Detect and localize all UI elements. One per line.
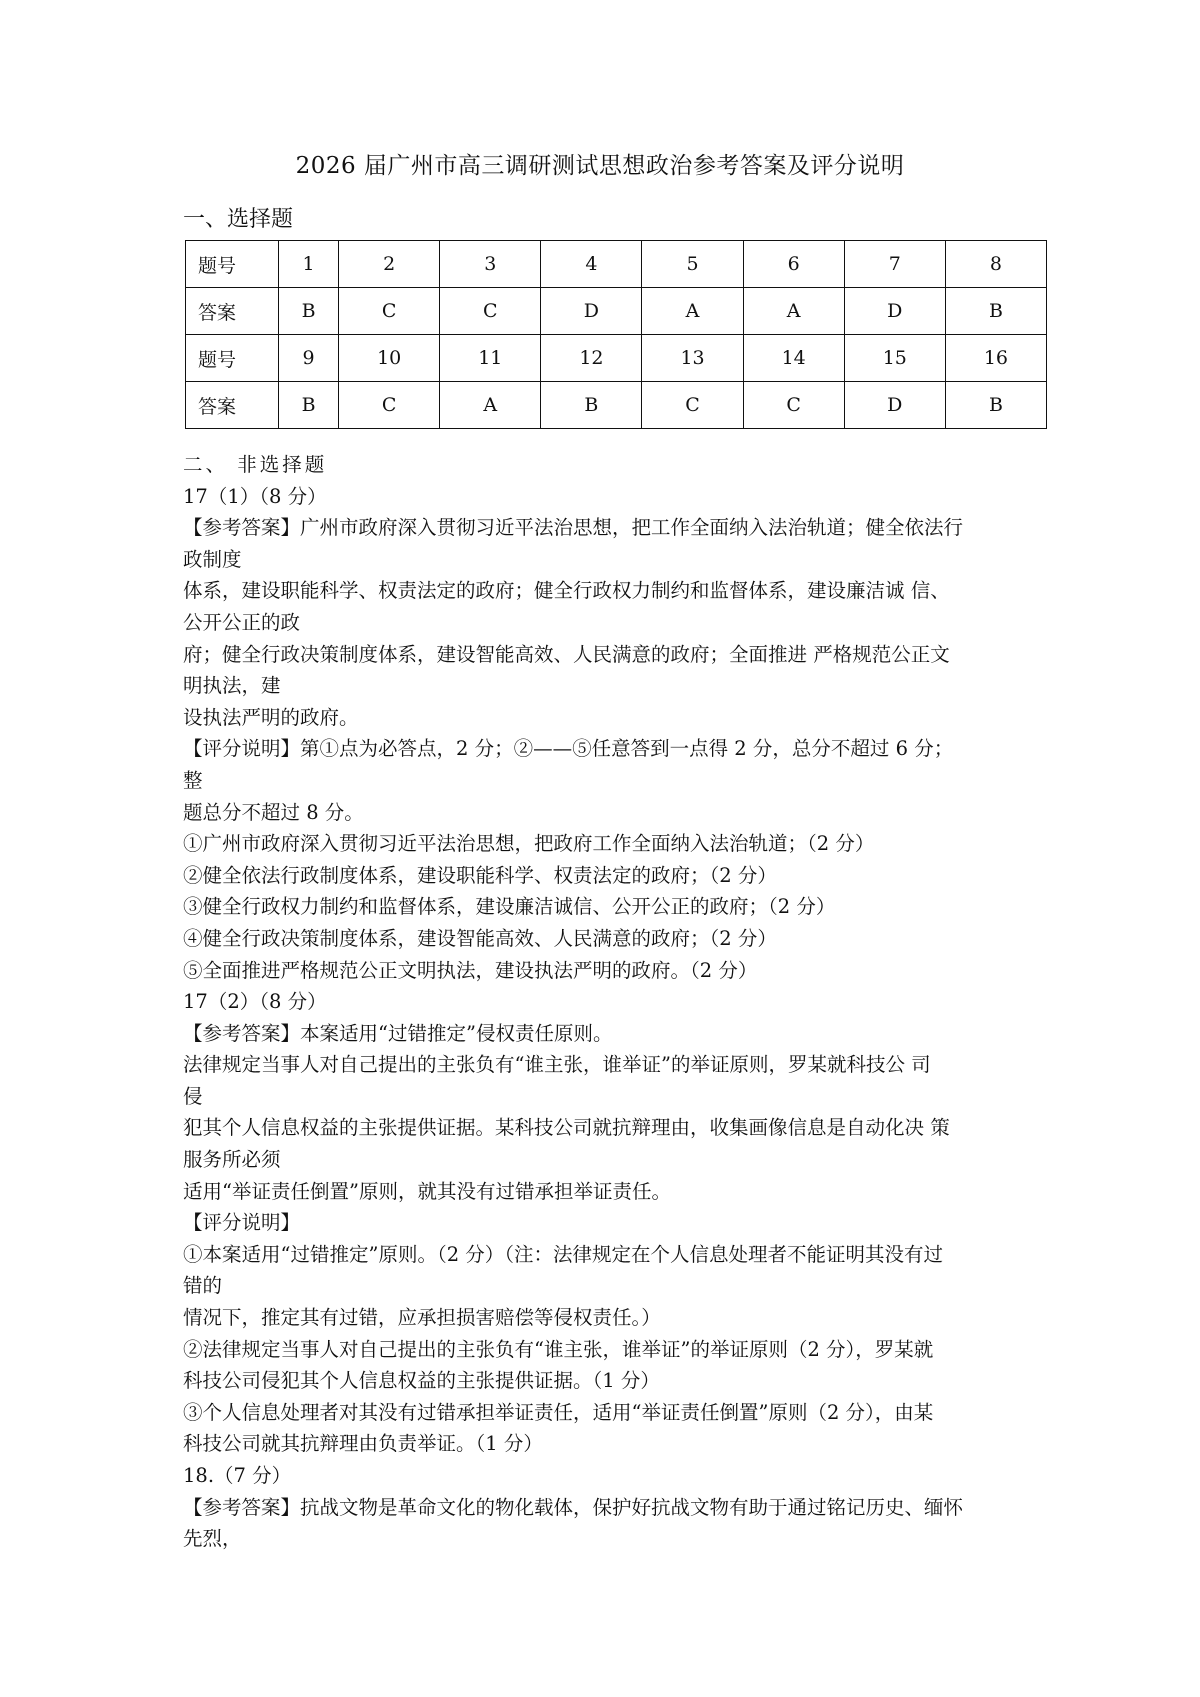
table-row-header: 题号 — [186, 241, 279, 288]
text-line: 题总分不超过 8 分。 — [183, 800, 364, 824]
text-line: ③健全行政权力制约和监督体系，建设廉洁诚信、公开公正的政府；（2 分） — [183, 895, 836, 919]
text-line: ⑤全面推进严格规范公正文明执法，建设执法严明的政府。（2 分） — [183, 958, 758, 982]
table-cell: 8 — [945, 241, 1046, 288]
table-cell: 11 — [440, 335, 541, 382]
table-cell: 3 — [440, 241, 541, 288]
table-cell: B — [541, 382, 642, 429]
table-cell: 13 — [642, 335, 743, 382]
table-cell: D — [541, 288, 642, 335]
table-row-header: 答案 — [186, 288, 279, 335]
text-line: 设执法严明的政府。 — [183, 705, 359, 729]
text-line: 科技公司侵犯其个人信息权益的主张提供证据。（1 分） — [183, 1369, 660, 1393]
table-row — [186, 288, 1047, 335]
text-line: 先烈， — [183, 1527, 242, 1551]
section-heading-multiple-choice: 一、选择题 — [183, 207, 294, 232]
text-line: 17（1）（8 分） — [183, 484, 327, 508]
table-cell: C — [743, 382, 844, 429]
table-row — [186, 335, 1047, 382]
table-row-header: 答案 — [186, 382, 279, 429]
text-line: 【参考答案】广州市政府深入贯彻习近平法治思想，把工作全面纳入法治轨道；健全依法行 — [183, 516, 964, 540]
text-line: 错的 — [183, 1274, 223, 1298]
table-cell: A — [743, 288, 844, 335]
text-line: ②法律规定当事人对自己提出的主张负有“谁主张，谁举证”的举证原则（2 分），罗某就 — [183, 1337, 934, 1361]
table-row — [186, 241, 1047, 288]
text-line: 17（2）（8 分） — [183, 990, 327, 1014]
text-line: 科技公司就其抗辩理由负责举证。（1 分） — [183, 1432, 543, 1456]
table-cell: A — [440, 382, 541, 429]
table-cell: C — [339, 382, 440, 429]
table-cell: 14 — [743, 335, 844, 382]
text-line: ①广州市政府深入贯彻习近平法治思想，把政府工作全面纳入法治轨道；（2 分） — [183, 832, 875, 856]
table-cell: 12 — [541, 335, 642, 382]
table-cell: B — [279, 288, 339, 335]
text-line: 【参考答案】本案适用“过错推定”侵权责任原则。 — [183, 1021, 613, 1045]
table-cell: 15 — [844, 335, 945, 382]
table-row — [186, 382, 1047, 429]
table-cell: 4 — [541, 241, 642, 288]
text-line: 体系，建设职能科学、权责法定的政府；健全行政权力制约和监督体系，建设廉洁诚 信、 — [183, 579, 950, 603]
text-line: ④健全行政决策制度体系，建设智能高效、人民满意的政府；（2 分） — [183, 926, 777, 950]
table-cell: 2 — [339, 241, 440, 288]
text-line: 政制度 — [183, 547, 242, 571]
table-cell: C — [440, 288, 541, 335]
text-line: 适用“举证责任倒置”原则，就其没有过错承担举证责任。 — [183, 1179, 671, 1203]
multiple-choice-answer-table — [185, 240, 1047, 429]
text-line: 18.（7 分） — [183, 1464, 292, 1487]
text-line: 府；健全行政决策制度体系，建设智能高效、人民满意的政府；全面推进 严格规范公正文 — [183, 642, 950, 666]
text-line: 法律规定当事人对自己提出的主张负有“谁主张，谁举证”的举证原则，罗某就科技公 司 — [183, 1053, 931, 1077]
section-heading-open-questions: 二、 非选择题 — [183, 453, 328, 476]
table-cell: D — [844, 288, 945, 335]
table-cell: 10 — [339, 335, 440, 382]
table-cell: C — [339, 288, 440, 335]
table-cell: 7 — [844, 241, 945, 288]
table-cell: 16 — [945, 335, 1046, 382]
text-line: 犯其个人信息权益的主张提供证据。某科技公司就抗辩理由，收集画像信息是自动化决 策 — [183, 1116, 950, 1140]
table-cell: C — [642, 382, 743, 429]
text-line: 情况下，推定其有过错，应承担损害赔偿等侵权责任。） — [183, 1306, 661, 1330]
table-cell: 1 — [279, 241, 339, 288]
table-cell: B — [945, 288, 1046, 335]
text-line: 【评分说明】第①点为必答点，2 分；②——⑤任意答到一点得 2 分，总分不超过 6 分； — [183, 737, 954, 761]
table-cell: 9 — [279, 335, 339, 382]
table-cell: D — [844, 382, 945, 429]
table-cell: 6 — [743, 241, 844, 288]
table-cell: A — [642, 288, 743, 335]
table-cell: B — [945, 382, 1046, 429]
text-line: 【评分说明】 — [183, 1211, 301, 1235]
text-line: 公开公正的政 — [183, 610, 301, 634]
table-row-header: 题号 — [186, 335, 279, 382]
text-line: 整 — [183, 768, 203, 792]
answer-body-text — [183, 449, 1063, 1555]
text-line: ③个人信息处理者对其没有过错承担举证责任，适用“举证责任倒置”原则（2 分），由某 — [183, 1400, 934, 1424]
table-cell: 5 — [642, 241, 743, 288]
text-line: 侵 — [183, 1084, 203, 1108]
text-line: ①本案适用“过错推定”原则。（2 分）（注：法律规定在个人信息处理者不能证明其没有过 — [183, 1242, 944, 1266]
text-line: 明执法，建 — [183, 674, 281, 698]
text-line: 【参考答案】抗战文物是革命文化的物化载体，保护好抗战文物有助于通过铭记历史、缅怀 — [183, 1495, 964, 1519]
text-line: 服务所必须 — [183, 1148, 281, 1172]
text-line: ②健全依法行政制度体系，建设职能科学、权责法定的政府；（2 分） — [183, 863, 777, 887]
table-cell: B — [279, 382, 339, 429]
document-title: 2026 届广州市高三调研测试思想政治参考答案及评分说明 — [295, 153, 905, 179]
